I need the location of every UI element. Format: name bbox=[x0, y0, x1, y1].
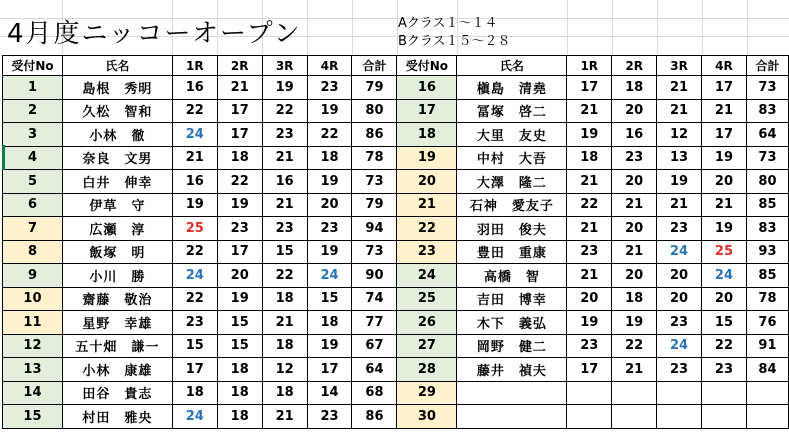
player-name-cell[interactable] bbox=[457, 381, 567, 405]
round-score-cell[interactable]: 23 bbox=[567, 240, 612, 264]
round-score-cell[interactable]: 21 bbox=[612, 240, 657, 264]
header-name-right[interactable]: 氏名 bbox=[457, 56, 567, 76]
total-score-cell[interactable]: 85 bbox=[746, 264, 788, 288]
round-score-cell[interactable]: 19 bbox=[172, 193, 217, 217]
round-score-cell[interactable]: 17 bbox=[702, 76, 747, 100]
round-score-cell[interactable]: 19 bbox=[567, 123, 612, 147]
round-score-cell[interactable]: 18 bbox=[217, 381, 262, 405]
header-r2-right[interactable]: 2R bbox=[612, 56, 657, 76]
round-score-cell[interactable]: 17 bbox=[702, 123, 747, 147]
round-score-cell[interactable]: 18 bbox=[217, 146, 262, 170]
header-total-left[interactable]: 合計 bbox=[352, 56, 397, 76]
round-score-cell[interactable]: 22 bbox=[172, 240, 217, 264]
player-name-cell[interactable]: 広瀬 淳 bbox=[62, 217, 172, 241]
header-r1-right[interactable]: 1R bbox=[567, 56, 612, 76]
round-score-cell[interactable]: 18 bbox=[217, 405, 262, 429]
round-score-cell[interactable] bbox=[567, 381, 612, 405]
round-score-cell[interactable]: 18 bbox=[567, 146, 612, 170]
entry-number-cell[interactable]: 25 bbox=[397, 287, 457, 311]
header-no-right[interactable]: 受付No bbox=[397, 56, 457, 76]
entry-number-cell[interactable]: 23 bbox=[397, 240, 457, 264]
round-score-cell[interactable]: 19 bbox=[612, 311, 657, 335]
round-score-cell[interactable]: 24 bbox=[657, 334, 702, 358]
round-score-cell[interactable]: 21 bbox=[612, 358, 657, 382]
round-score-cell[interactable]: 22 bbox=[567, 193, 612, 217]
round-score-cell[interactable]: 17 bbox=[307, 358, 352, 382]
player-name-cell[interactable]: 冨塚 啓二 bbox=[457, 99, 567, 123]
entry-number-cell[interactable]: 27 bbox=[397, 334, 457, 358]
round-score-cell[interactable]: 22 bbox=[217, 170, 262, 194]
table-row bbox=[3, 146, 789, 170]
player-name-cell[interactable]: 飯塚 明 bbox=[62, 240, 172, 264]
round-score-cell[interactable]: 17 bbox=[217, 240, 262, 264]
round-score-cell[interactable]: 21 bbox=[172, 146, 217, 170]
round-score-cell[interactable]: 20 bbox=[612, 264, 657, 288]
round-score-cell[interactable]: 21 bbox=[657, 76, 702, 100]
player-name-cell[interactable]: 藤井 禎夫 bbox=[457, 358, 567, 382]
gridline bbox=[352, 0, 353, 55]
round-score-cell[interactable]: 21 bbox=[612, 193, 657, 217]
player-name-cell[interactable]: 村田 雅央 bbox=[62, 405, 172, 429]
row-selection-marker bbox=[2, 145, 5, 170]
gridline bbox=[307, 0, 308, 55]
total-score-cell[interactable]: 86 bbox=[352, 405, 397, 429]
round-score-cell[interactable]: 19 bbox=[307, 170, 352, 194]
round-score-cell[interactable]: 19 bbox=[702, 146, 747, 170]
header-r1-left[interactable]: 1R bbox=[172, 56, 217, 76]
round-score-cell[interactable]: 19 bbox=[217, 287, 262, 311]
round-score-cell[interactable]: 24 bbox=[702, 264, 747, 288]
entry-number-cell[interactable]: 13 bbox=[3, 358, 63, 382]
round-score-cell[interactable]: 18 bbox=[262, 381, 307, 405]
round-score-cell[interactable]: 25 bbox=[172, 217, 217, 241]
total-score-cell[interactable]: 86 bbox=[352, 123, 397, 147]
round-score-cell[interactable]: 21 bbox=[567, 99, 612, 123]
entry-number-cell[interactable]: 15 bbox=[3, 405, 63, 429]
player-name-cell[interactable]: 石神 愛友子 bbox=[457, 193, 567, 217]
round-score-cell[interactable]: 23 bbox=[262, 123, 307, 147]
round-score-cell[interactable]: 24 bbox=[657, 240, 702, 264]
player-name-cell[interactable]: 小林 康雄 bbox=[62, 358, 172, 382]
header-r4-right[interactable]: 4R bbox=[702, 56, 747, 76]
round-score-cell[interactable]: 21 bbox=[217, 76, 262, 100]
total-score-cell[interactable]: 85 bbox=[746, 193, 788, 217]
table-row bbox=[3, 217, 789, 241]
round-score-cell[interactable]: 24 bbox=[172, 123, 217, 147]
round-score-cell[interactable]: 20 bbox=[612, 217, 657, 241]
round-score-cell[interactable]: 19 bbox=[262, 76, 307, 100]
round-score-cell[interactable]: 19 bbox=[567, 311, 612, 335]
player-name-cell[interactable]: 槇島 清堯 bbox=[457, 76, 567, 100]
round-score-cell[interactable]: 16 bbox=[612, 123, 657, 147]
round-score-cell[interactable]: 18 bbox=[262, 287, 307, 311]
player-name-cell[interactable]: 吉田 博幸 bbox=[457, 287, 567, 311]
round-score-cell[interactable]: 18 bbox=[172, 381, 217, 405]
round-score-cell[interactable]: 23 bbox=[657, 358, 702, 382]
table-row bbox=[3, 287, 789, 311]
round-score-cell[interactable] bbox=[657, 405, 702, 429]
header-total-right[interactable]: 合計 bbox=[746, 56, 788, 76]
header-r3-right[interactable]: 3R bbox=[657, 56, 702, 76]
round-score-cell[interactable]: 23 bbox=[307, 76, 352, 100]
total-score-cell[interactable]: 68 bbox=[352, 381, 397, 405]
round-score-cell[interactable]: 20 bbox=[612, 99, 657, 123]
round-score-cell[interactable]: 24 bbox=[307, 264, 352, 288]
round-score-cell[interactable]: 21 bbox=[262, 311, 307, 335]
round-score-cell[interactable]: 23 bbox=[262, 217, 307, 241]
round-score-cell[interactable]: 23 bbox=[172, 311, 217, 335]
table-row bbox=[3, 264, 789, 288]
entry-number-cell[interactable]: 24 bbox=[397, 264, 457, 288]
class-info bbox=[398, 15, 511, 51]
player-name-cell[interactable]: 豊田 重康 bbox=[457, 240, 567, 264]
entry-number-cell[interactable]: 11 bbox=[3, 311, 63, 335]
table-row bbox=[3, 99, 789, 123]
round-score-cell[interactable]: 17 bbox=[217, 99, 262, 123]
player-name-cell[interactable]: 大里 友史 bbox=[457, 123, 567, 147]
round-score-cell[interactable] bbox=[702, 405, 747, 429]
sheet-title[interactable]: 4月度ニッコーオープン bbox=[7, 19, 302, 49]
entry-number-cell[interactable]: 9 bbox=[3, 264, 63, 288]
entry-number-cell[interactable]: 26 bbox=[397, 311, 457, 335]
header-row bbox=[3, 56, 789, 76]
round-score-cell[interactable]: 23 bbox=[307, 217, 352, 241]
entry-number-cell[interactable]: 30 bbox=[397, 405, 457, 429]
round-score-cell[interactable]: 16 bbox=[262, 170, 307, 194]
total-score-cell[interactable]: 67 bbox=[352, 334, 397, 358]
round-score-cell[interactable]: 20 bbox=[567, 287, 612, 311]
round-score-cell[interactable]: 15 bbox=[217, 334, 262, 358]
player-name-cell[interactable]: 白井 伸幸 bbox=[62, 170, 172, 194]
entry-number-cell[interactable]: 12 bbox=[3, 334, 63, 358]
player-name-cell[interactable]: 大澤 隆二 bbox=[457, 170, 567, 194]
player-name-cell[interactable]: 中村 大吾 bbox=[457, 146, 567, 170]
entry-number-cell[interactable]: 10 bbox=[3, 287, 63, 311]
total-score-cell[interactable]: 73 bbox=[352, 170, 397, 194]
round-score-cell[interactable]: 22 bbox=[702, 334, 747, 358]
round-score-cell[interactable]: 23 bbox=[657, 217, 702, 241]
table-row bbox=[3, 170, 789, 194]
round-score-cell[interactable]: 19 bbox=[307, 334, 352, 358]
round-score-cell[interactable]: 23 bbox=[217, 217, 262, 241]
round-score-cell[interactable]: 16 bbox=[172, 76, 217, 100]
entry-number-cell[interactable]: 19 bbox=[397, 146, 457, 170]
total-score-cell[interactable]: 73 bbox=[352, 240, 397, 264]
entry-number-cell[interactable]: 22 bbox=[397, 217, 457, 241]
round-score-cell[interactable]: 12 bbox=[262, 358, 307, 382]
total-score-cell[interactable]: 64 bbox=[746, 123, 788, 147]
player-name-cell[interactable]: 齋藤 敬治 bbox=[62, 287, 172, 311]
round-score-cell[interactable] bbox=[612, 405, 657, 429]
round-score-cell[interactable]: 20 bbox=[702, 170, 747, 194]
round-score-cell[interactable] bbox=[612, 381, 657, 405]
total-score-cell[interactable]: 79 bbox=[352, 193, 397, 217]
table-row bbox=[3, 405, 789, 429]
entry-number-cell[interactable]: 21 bbox=[397, 193, 457, 217]
entry-number-cell[interactable]: 4 bbox=[3, 146, 63, 170]
round-score-cell[interactable]: 23 bbox=[567, 334, 612, 358]
entry-number-cell[interactable]: 6 bbox=[3, 193, 63, 217]
round-score-cell[interactable]: 21 bbox=[262, 146, 307, 170]
total-score-cell[interactable]: 94 bbox=[352, 217, 397, 241]
round-score-cell[interactable]: 18 bbox=[307, 311, 352, 335]
entry-number-cell[interactable]: 7 bbox=[3, 217, 63, 241]
round-score-cell[interactable]: 20 bbox=[612, 170, 657, 194]
gridline bbox=[612, 0, 613, 55]
round-score-cell[interactable]: 25 bbox=[702, 240, 747, 264]
total-score-cell[interactable] bbox=[746, 381, 788, 405]
table-row bbox=[3, 334, 789, 358]
table-row bbox=[3, 358, 789, 382]
round-score-cell[interactable]: 19 bbox=[217, 193, 262, 217]
player-name-cell[interactable]: 島根 秀明 bbox=[62, 76, 172, 100]
entry-number-cell[interactable]: 3 bbox=[3, 123, 63, 147]
round-score-cell[interactable]: 24 bbox=[172, 405, 217, 429]
round-score-cell[interactable]: 15 bbox=[702, 311, 747, 335]
round-score-cell[interactable]: 21 bbox=[567, 264, 612, 288]
total-score-cell[interactable]: 77 bbox=[352, 311, 397, 335]
table-row bbox=[3, 311, 789, 335]
round-score-cell[interactable]: 16 bbox=[172, 170, 217, 194]
round-score-cell[interactable]: 21 bbox=[262, 193, 307, 217]
round-score-cell[interactable]: 22 bbox=[172, 99, 217, 123]
player-name-cell[interactable]: 田谷 貴志 bbox=[62, 381, 172, 405]
header-r4-left[interactable]: 4R bbox=[307, 56, 352, 76]
round-score-cell[interactable]: 21 bbox=[702, 99, 747, 123]
gridline bbox=[657, 0, 658, 55]
round-score-cell[interactable]: 15 bbox=[172, 334, 217, 358]
round-score-cell[interactable]: 23 bbox=[612, 146, 657, 170]
total-score-cell[interactable]: 78 bbox=[746, 287, 788, 311]
round-score-cell[interactable]: 20 bbox=[217, 264, 262, 288]
total-score-cell[interactable]: 91 bbox=[746, 334, 788, 358]
player-name-cell[interactable]: 星野 幸雄 bbox=[62, 311, 172, 335]
round-score-cell[interactable]: 14 bbox=[307, 381, 352, 405]
round-score-cell[interactable] bbox=[567, 405, 612, 429]
round-score-cell[interactable]: 21 bbox=[702, 193, 747, 217]
entry-number-cell[interactable]: 8 bbox=[3, 240, 63, 264]
player-name-cell[interactable]: 五十畑 謙一 bbox=[62, 334, 172, 358]
player-name-cell[interactable]: 高橋 智 bbox=[457, 264, 567, 288]
round-score-cell[interactable]: 21 bbox=[657, 193, 702, 217]
entry-number-cell[interactable]: 2 bbox=[3, 99, 63, 123]
header-no-left[interactable]: 受付No bbox=[3, 56, 63, 76]
round-score-cell[interactable]: 22 bbox=[172, 287, 217, 311]
player-name-cell[interactable]: 岡野 健二 bbox=[457, 334, 567, 358]
round-score-cell[interactable]: 18 bbox=[262, 334, 307, 358]
round-score-cell[interactable] bbox=[657, 381, 702, 405]
round-score-cell[interactable]: 21 bbox=[567, 170, 612, 194]
entry-number-cell[interactable]: 18 bbox=[397, 123, 457, 147]
entry-number-cell[interactable]: 16 bbox=[397, 76, 457, 100]
round-score-cell[interactable]: 19 bbox=[657, 170, 702, 194]
round-score-cell[interactable]: 20 bbox=[307, 193, 352, 217]
total-score-cell[interactable]: 73 bbox=[746, 76, 788, 100]
header-r3-left[interactable]: 3R bbox=[262, 56, 307, 76]
round-score-cell[interactable]: 18 bbox=[307, 146, 352, 170]
round-score-cell[interactable]: 17 bbox=[567, 358, 612, 382]
total-score-cell[interactable]: 90 bbox=[352, 264, 397, 288]
entry-number-cell[interactable]: 17 bbox=[397, 99, 457, 123]
round-score-cell[interactable]: 17 bbox=[567, 76, 612, 100]
class-b-range[interactable]: Bクラス１５～２８ bbox=[398, 34, 511, 49]
table-row bbox=[3, 123, 789, 147]
round-score-cell[interactable]: 15 bbox=[217, 311, 262, 335]
player-name-cell[interactable]: 木下 義弘 bbox=[457, 311, 567, 335]
table-row bbox=[3, 76, 789, 100]
round-score-cell[interactable]: 23 bbox=[307, 405, 352, 429]
score-table bbox=[2, 55, 789, 429]
entry-number-cell[interactable]: 1 bbox=[3, 76, 63, 100]
total-score-cell[interactable]: 64 bbox=[352, 358, 397, 382]
round-score-cell[interactable]: 22 bbox=[262, 264, 307, 288]
round-score-cell[interactable]: 18 bbox=[217, 358, 262, 382]
total-score-cell[interactable]: 83 bbox=[746, 99, 788, 123]
gridline bbox=[747, 0, 748, 55]
total-score-cell[interactable]: 76 bbox=[746, 311, 788, 335]
total-score-cell[interactable] bbox=[746, 405, 788, 429]
round-score-cell[interactable]: 19 bbox=[307, 99, 352, 123]
round-score-cell[interactable]: 19 bbox=[307, 240, 352, 264]
entry-number-cell[interactable]: 29 bbox=[397, 381, 457, 405]
round-score-cell[interactable]: 15 bbox=[307, 287, 352, 311]
table-row bbox=[3, 193, 789, 217]
round-score-cell[interactable]: 22 bbox=[262, 99, 307, 123]
total-score-cell[interactable]: 84 bbox=[746, 358, 788, 382]
round-score-cell[interactable]: 21 bbox=[567, 217, 612, 241]
gridline bbox=[567, 0, 568, 55]
round-score-cell[interactable]: 20 bbox=[657, 287, 702, 311]
round-score-cell[interactable]: 21 bbox=[657, 99, 702, 123]
total-score-cell[interactable]: 78 bbox=[352, 146, 397, 170]
total-score-cell[interactable]: 93 bbox=[746, 240, 788, 264]
player-name-cell[interactable]: 小川 勝 bbox=[62, 264, 172, 288]
entry-number-cell[interactable]: 28 bbox=[397, 358, 457, 382]
class-a-range[interactable]: Aクラス１～１４ bbox=[398, 16, 498, 31]
round-score-cell[interactable]: 23 bbox=[657, 311, 702, 335]
round-score-cell[interactable]: 13 bbox=[657, 146, 702, 170]
table-row bbox=[3, 381, 789, 405]
round-score-cell[interactable]: 22 bbox=[612, 334, 657, 358]
round-score-cell[interactable]: 15 bbox=[262, 240, 307, 264]
round-score-cell[interactable]: 20 bbox=[657, 264, 702, 288]
round-score-cell[interactable]: 20 bbox=[702, 287, 747, 311]
gridline bbox=[702, 0, 703, 55]
round-score-cell[interactable]: 19 bbox=[702, 217, 747, 241]
total-score-cell[interactable]: 83 bbox=[746, 217, 788, 241]
total-score-cell[interactable]: 80 bbox=[352, 99, 397, 123]
total-score-cell[interactable]: 73 bbox=[746, 146, 788, 170]
total-score-cell[interactable]: 79 bbox=[352, 76, 397, 100]
header-name-left[interactable]: 氏名 bbox=[62, 56, 172, 76]
player-name-cell[interactable]: 伊草 守 bbox=[62, 193, 172, 217]
player-name-cell[interactable]: 小林 徹 bbox=[62, 123, 172, 147]
round-score-cell[interactable]: 17 bbox=[217, 123, 262, 147]
round-score-cell[interactable]: 22 bbox=[307, 123, 352, 147]
total-score-cell[interactable]: 74 bbox=[352, 287, 397, 311]
table-row bbox=[3, 240, 789, 264]
player-name-cell[interactable]: 奈良 文男 bbox=[62, 146, 172, 170]
header-r2-left[interactable]: 2R bbox=[217, 56, 262, 76]
round-score-cell[interactable]: 12 bbox=[657, 123, 702, 147]
round-score-cell[interactable]: 21 bbox=[262, 405, 307, 429]
round-score-cell[interactable] bbox=[702, 381, 747, 405]
round-score-cell[interactable]: 24 bbox=[172, 264, 217, 288]
entry-number-cell[interactable]: 5 bbox=[3, 170, 63, 194]
player-name-cell[interactable]: 羽田 俊夫 bbox=[457, 217, 567, 241]
player-name-cell[interactable]: 久松 智和 bbox=[62, 99, 172, 123]
round-score-cell[interactable]: 18 bbox=[612, 76, 657, 100]
entry-number-cell[interactable]: 20 bbox=[397, 170, 457, 194]
round-score-cell[interactable]: 23 bbox=[702, 358, 747, 382]
total-score-cell[interactable]: 80 bbox=[746, 170, 788, 194]
round-score-cell[interactable]: 17 bbox=[172, 358, 217, 382]
round-score-cell[interactable]: 18 bbox=[612, 287, 657, 311]
player-name-cell[interactable] bbox=[457, 405, 567, 429]
entry-number-cell[interactable]: 14 bbox=[3, 381, 63, 405]
